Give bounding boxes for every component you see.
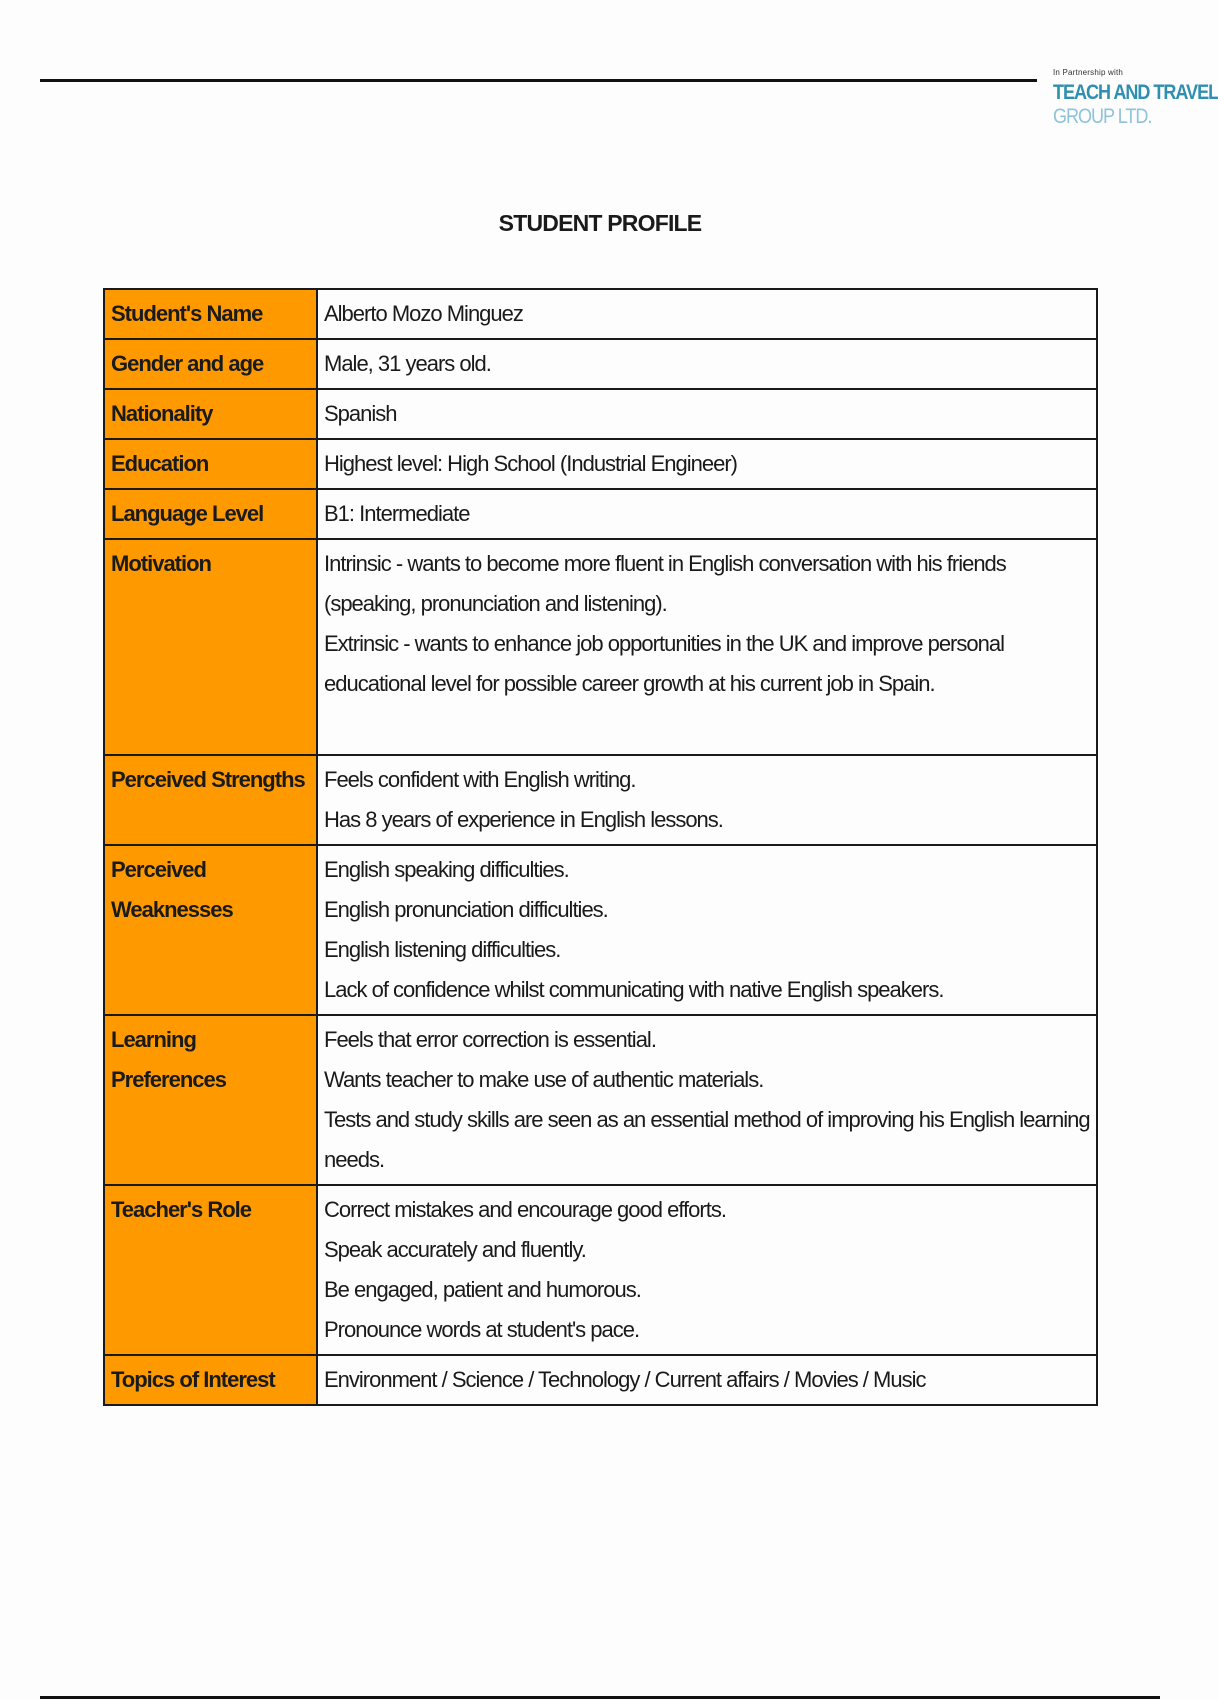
row-label: Nationality — [104, 389, 317, 439]
row-label: Motivation — [104, 539, 317, 755]
value-line: Feels that error correction is essential. — [324, 1027, 656, 1052]
value-line: Lack of confidence whilst communicating with native English speakers. — [324, 977, 944, 1002]
header-rule — [40, 79, 1037, 82]
row-perceived-strengths — [104, 755, 1097, 845]
row-value — [317, 1185, 1097, 1355]
footer-rule — [40, 1696, 1160, 1699]
partner-logo — [1053, 68, 1218, 129]
logo-company-suffix: GROUP LTD. — [1053, 105, 1152, 128]
row-nationality — [104, 389, 1097, 439]
row-perceived-weaknesses — [104, 845, 1097, 1015]
row-value — [317, 755, 1097, 845]
value-line: Spanish — [324, 401, 397, 426]
row-value — [317, 1355, 1097, 1405]
value-line: Tests and study skills are seen as an essential method of improving his English learning needs. — [324, 1107, 1090, 1172]
row-label: Perceived Strengths — [104, 755, 317, 845]
value-line: B1: Intermediate — [324, 501, 470, 526]
row-label: Student's Name — [104, 289, 317, 339]
row-gender-and-age — [104, 339, 1097, 389]
value-line: Correct mistakes and encourage good efforts. — [324, 1197, 726, 1222]
value-line: Feels confident with English writing. — [324, 767, 636, 792]
value-line: Be engaged, patient and humorous. — [324, 1277, 641, 1302]
value-line: Male, 31 years old. — [324, 351, 491, 376]
value-line: Environment / Science / Technology / Current affairs / Movies / Music — [324, 1367, 926, 1392]
row-value — [317, 389, 1097, 439]
logo-partner-text: In Partnership with — [1053, 68, 1124, 77]
row-label: Language Level — [104, 489, 317, 539]
row-label: Teacher's Role — [104, 1185, 317, 1355]
value-line: Speak accurately and fluently. — [324, 1237, 586, 1262]
value-line: Pronounce words at student's pace. — [324, 1317, 640, 1342]
row-education — [104, 439, 1097, 489]
value-line: Intrinsic - wants to become more fluent in English conversation with his friends (speaking, pronunciation and listening). — [324, 551, 1006, 616]
row-value — [317, 1015, 1097, 1185]
blank-line — [324, 704, 1090, 750]
row-value — [317, 845, 1097, 1015]
row-label: Perceived Weaknesses — [104, 845, 317, 1015]
row-label: Learning Preferences — [104, 1015, 317, 1185]
page-title: STUDENT PROFILE — [498, 210, 702, 236]
logo-company-name: TEACH AND TRAVEL — [1053, 81, 1218, 104]
value-line: English listening difficulties. — [324, 937, 561, 962]
row-value — [317, 439, 1097, 489]
value-line: English speaking difficulties. — [324, 857, 569, 882]
row-learning-preferences — [104, 1015, 1097, 1185]
row-language-level — [104, 489, 1097, 539]
value-line: Has 8 years of experience in English lessons. — [324, 807, 723, 832]
value-line: English pronunciation difficulties. — [324, 897, 608, 922]
row-label: Topics of Interest — [104, 1355, 317, 1405]
row-teachers-role — [104, 1185, 1097, 1355]
value-line: Highest level: High School (Industrial Engineer) — [324, 451, 738, 476]
value-line: Alberto Mozo Minguez — [324, 301, 523, 326]
row-topics-of-interest — [104, 1355, 1097, 1405]
row-value — [317, 289, 1097, 339]
value-line: Wants teacher to make use of authentic materials. — [324, 1067, 764, 1092]
row-value — [317, 339, 1097, 389]
row-motivation — [104, 539, 1097, 755]
row-label: Gender and age — [104, 339, 317, 389]
row-value — [317, 489, 1097, 539]
row-students-name — [104, 289, 1097, 339]
row-value — [317, 539, 1097, 755]
row-label: Education — [104, 439, 317, 489]
student-profile-table — [103, 288, 1098, 1406]
value-line: Extrinsic - wants to enhance job opportunities in the UK and improve personal educational level for possible career growth at his current job in Spain. — [324, 631, 1004, 696]
